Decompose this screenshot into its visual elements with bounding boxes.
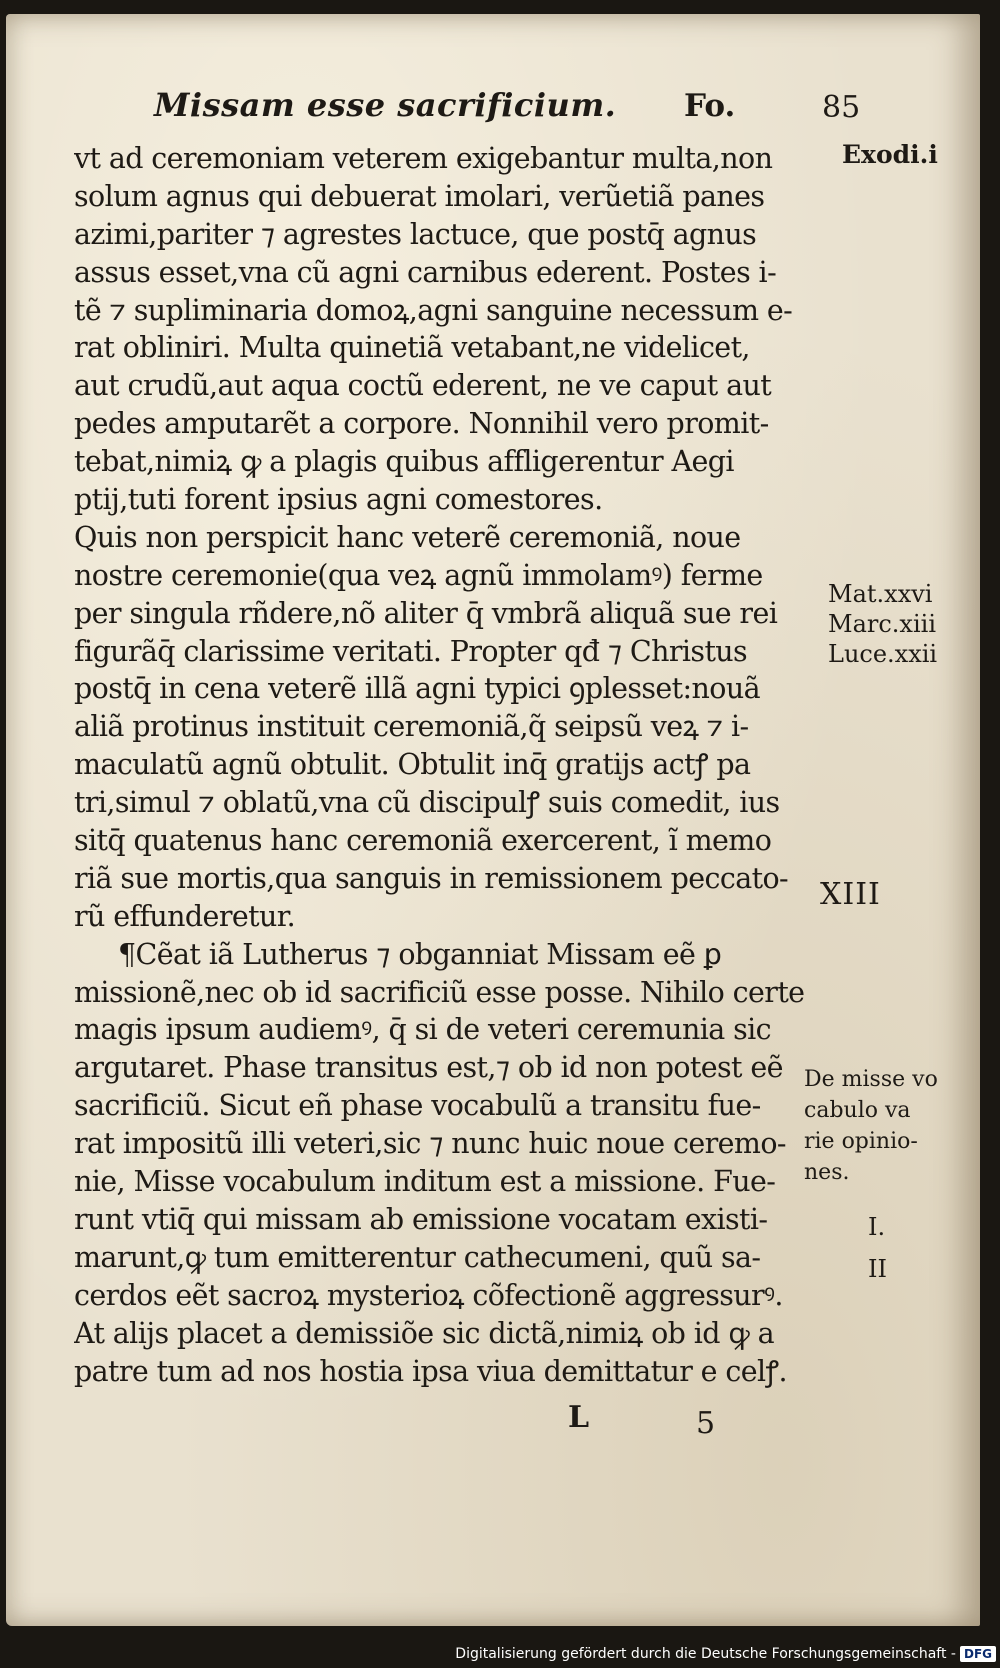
running-title: Missam esse sacrificium.: [154, 86, 617, 124]
topic-note-line-4: nes.: [804, 1160, 850, 1185]
text-line: riã sue mortis,qua sanguis in remissionem peccato-: [74, 861, 789, 895]
text-line: sitq̄ quatenus hanc ceremoniã exercerent, ĩ memo: [74, 824, 772, 858]
text-line: Quis non perspicit hanc veterẽ ceremoniã, noue: [74, 520, 741, 554]
margin-note-exodi: Exodi.i: [842, 140, 938, 169]
text-line: rat impositũ illi veteri,sic ⁊ nunc huic noue ceremo-: [74, 1127, 786, 1161]
text-line: tebat,nimiꝝ ꝙ a plagis quibus affligerentur Aegi: [74, 445, 734, 479]
margin-enum-2: II: [868, 1255, 887, 1283]
text-line: figurãq̄ clarissime veritati. Propter qđ ⁊ Christus: [74, 634, 748, 668]
text-line: solum agnus qui debuerat imolari, verũetiã panes: [74, 179, 765, 213]
text-line: assus esset,vna cũ agni carnibus ederent. Postes i-: [74, 255, 777, 289]
margin-note-gospel-refs: [828, 579, 937, 669]
credit-text: Digitalisierung gefördert durch die Deutsche Forschungsgemeinschaft -: [455, 1646, 956, 1662]
text-line: sacrificiũ. Sicut eñ phase vocabulũ a transitu fue-: [74, 1089, 761, 1123]
page-header: [154, 86, 874, 146]
gospel-ref-mark: Marc.xiii: [828, 610, 936, 638]
topic-note-line-1: De misse vo: [804, 1067, 938, 1092]
dfg-logo: DFG: [960, 1646, 996, 1662]
text-line: vt ad ceremoniam veterem exigebantur multa,non: [74, 142, 773, 175]
text-line: cerdos eẽt sacroꝝ mysterioꝝ cõfectionẽ aggressurꝰ.: [74, 1278, 783, 1312]
signature-mark: L: [568, 1400, 590, 1435]
book-page: [6, 14, 980, 1626]
topic-note-line-2: cabulo va: [804, 1098, 911, 1123]
text-line: postq̄ in cena veterẽ illã agni typici ꝯplesset:nouã: [74, 672, 760, 706]
text-line: per singula rñdere,nõ aliter q̄ vmbrã aliquã sue rei: [74, 596, 778, 630]
topic-note-line-3: rie opinio-: [804, 1129, 918, 1154]
text-line: nostre ceremonie(qua veꝝ agnũ immolamꝰ) ferme: [74, 558, 763, 592]
text-line: tri,simul ⁊ oblatũ,vna cũ discipulꝭ suis comedit, ius: [74, 786, 780, 820]
text-line: argutaret. Phase transitus est,⁊ ob id non potest eẽ: [74, 1051, 783, 1085]
gospel-ref-luke: Luce.xxii: [828, 640, 938, 668]
text-line: ptij,tuti forent ipsius agni comestores.: [74, 483, 603, 517]
gospel-ref-matthew: Mat.xxvi: [828, 580, 933, 608]
text-line: rat obliniri. Multa quinetiã vetabant,ne videlicet,: [74, 331, 750, 365]
text-line: ¶Cẽat iã Lutherus ⁊ obganniat Missam eẽ ꝑ: [118, 937, 722, 971]
text-line: nie, Misse vocabulum inditum est a missione. Fue-: [74, 1165, 776, 1199]
text-line: pedes amputarẽt a corpore. Nonnihil vero promit-: [74, 407, 769, 441]
body-text: [74, 140, 856, 1390]
text-line: aliã protinus instituit ceremoniã,q̃ seipsũ veꝝ ⁊ i-: [74, 710, 749, 744]
text-line: missionẽ,nec ob id sacrificiũ esse posse. Nihilo certe: [74, 975, 805, 1009]
text-line: azimi,pariter ⁊ agrestes lactuce, que postq̄ agnus: [74, 217, 757, 251]
text-line: rũ effunderetur.: [74, 899, 296, 933]
text-line: marunt,ꝙ tum emitterentur cathecumeni, quũ sa-: [74, 1240, 761, 1274]
text-line: runt vtiq̄ qui missam ab emissione vocatam existi-: [74, 1202, 768, 1236]
text-line: At alijs placet a demissiõe sic dictã,nimiꝝ ob id ꝙ a: [74, 1316, 775, 1350]
folio-label: Fo.: [684, 88, 736, 124]
text-line: magis ipsum audiemꝰ, q̄ si de veteri ceremunia sic: [74, 1013, 771, 1047]
text-line: aut crudũ,aut aqua coctũ ederent, ne ve caput aut: [74, 369, 772, 403]
margin-section-number: XIII: [820, 877, 881, 912]
signature-number: 5: [696, 1406, 716, 1441]
text-line: patre tum ad nos hostia ipsa viua demittatur e celꝭ.: [74, 1354, 787, 1388]
text-line: maculatũ agnũ obtulit. Obtulit inq̄ gratijs actꝭ pa: [74, 748, 751, 782]
text-line: tẽ ⁊ supliminaria domoꝝ,agni sanguine necessum e-: [74, 293, 793, 327]
digitization-credit: [455, 1644, 996, 1664]
margin-note-topic: [804, 1064, 938, 1188]
margin-enum-1: I.: [868, 1213, 886, 1241]
folio-number: 85: [822, 90, 861, 125]
